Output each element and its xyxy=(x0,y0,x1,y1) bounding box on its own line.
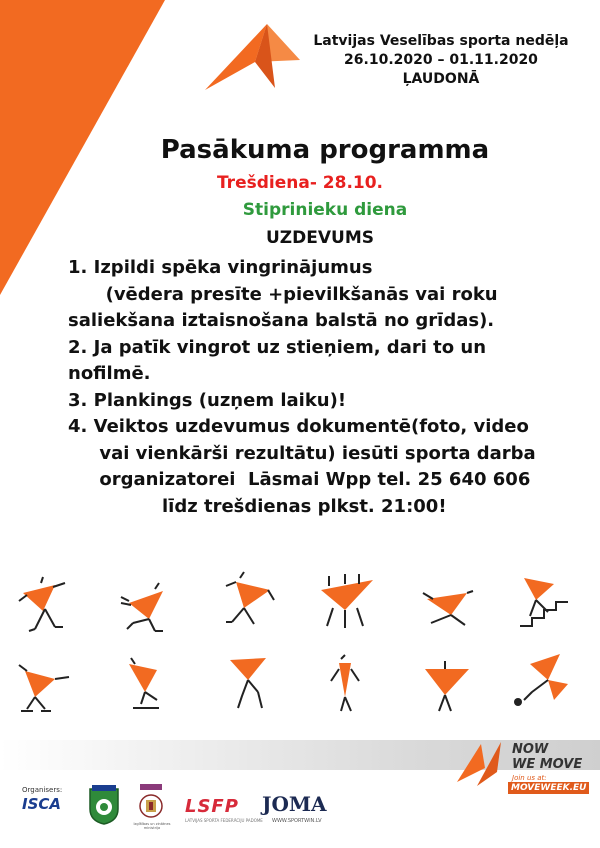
task-4-line-2: vai vienkārši rezultātu) iesūti sporta darba xyxy=(68,442,536,464)
moveweek-url[interactable]: MOVEWEEK.EU xyxy=(508,782,589,794)
figure-footballer-icon xyxy=(510,650,570,712)
task-2-line-1: 2. Ja patīk vingrot uz stieņiem, dari to un xyxy=(68,336,487,358)
organisers-label: Organisers: xyxy=(22,786,63,794)
moveweek-logo-icon xyxy=(205,22,300,92)
task-2-line-2: nofilmē. xyxy=(68,363,151,384)
task-4-line-4: līdz trešdienas plkst. 21:00! xyxy=(68,495,447,517)
figure-skateboarder-icon xyxy=(115,650,175,712)
sport-figures xyxy=(10,568,590,718)
task-4-line-3: organizatorei Lāsmai Wpp tel. 25 640 606 xyxy=(68,469,531,490)
task-heading: UZDEVUMS xyxy=(266,228,374,248)
task-list xyxy=(68,255,578,520)
isca-logo: ISCA xyxy=(22,795,62,813)
ministry-caption: Izglītības un zinātnes ministrija xyxy=(133,822,171,830)
figure-skater-icon xyxy=(15,653,75,715)
day-theme: Stiprinieku diena xyxy=(242,200,408,220)
now-we-move-text xyxy=(512,742,582,772)
figure-jumper-icon xyxy=(220,568,280,630)
header-title: Latvijas Veselības sporta nedēļa xyxy=(313,33,569,49)
joma-caption: WWW.SPORTWIN.LV xyxy=(272,818,322,824)
lsfp-caption: LATVIJAS SPORTA FEDERĀCIJU PADOME xyxy=(185,818,263,823)
task-1-line-1: 1. Izpildi spēka vingrinājumus xyxy=(68,257,373,278)
task-4-line-1: 4. Veiktos uzdevumus dokumentē(foto, video xyxy=(68,416,529,437)
figure-stairs-icon xyxy=(510,568,570,630)
ministry-crest-icon xyxy=(136,784,166,824)
figure-stretcher-icon xyxy=(415,653,475,715)
figure-gymnast-icon xyxy=(220,650,280,712)
header-location: ĻAUDONĀ xyxy=(402,71,480,87)
header-dates: 26.10.2020 – 01.11.2020 xyxy=(344,52,538,68)
event-header xyxy=(296,32,586,89)
figure-standing-icon xyxy=(315,653,375,715)
now-label: NOW xyxy=(512,742,549,757)
joma-logo: JOMA xyxy=(262,792,327,816)
page-title: Pasākuma programma xyxy=(160,135,490,165)
task-3-line-1: 3. Plankings (uzņem laiku)! xyxy=(68,389,347,411)
figure-sprinter-icon xyxy=(115,573,175,635)
sports-club-badge-icon xyxy=(88,785,120,825)
join-label: Join us at: xyxy=(512,774,547,782)
figure-swimmer-icon xyxy=(415,573,475,635)
task-1-line-3: saliekšana iztaisnošana balstā no grīdas). xyxy=(68,310,495,331)
we-move-label: WE MOVE xyxy=(512,757,583,772)
figure-runner-icon xyxy=(15,573,75,635)
day-date: Trešdiena- 28.10. xyxy=(216,173,384,193)
task-1-line-2: (vēdera presīte +pievilkšanās vai roku xyxy=(68,283,498,305)
lsfp-logo: LSFP xyxy=(185,796,239,817)
figure-group-icon xyxy=(315,568,375,630)
